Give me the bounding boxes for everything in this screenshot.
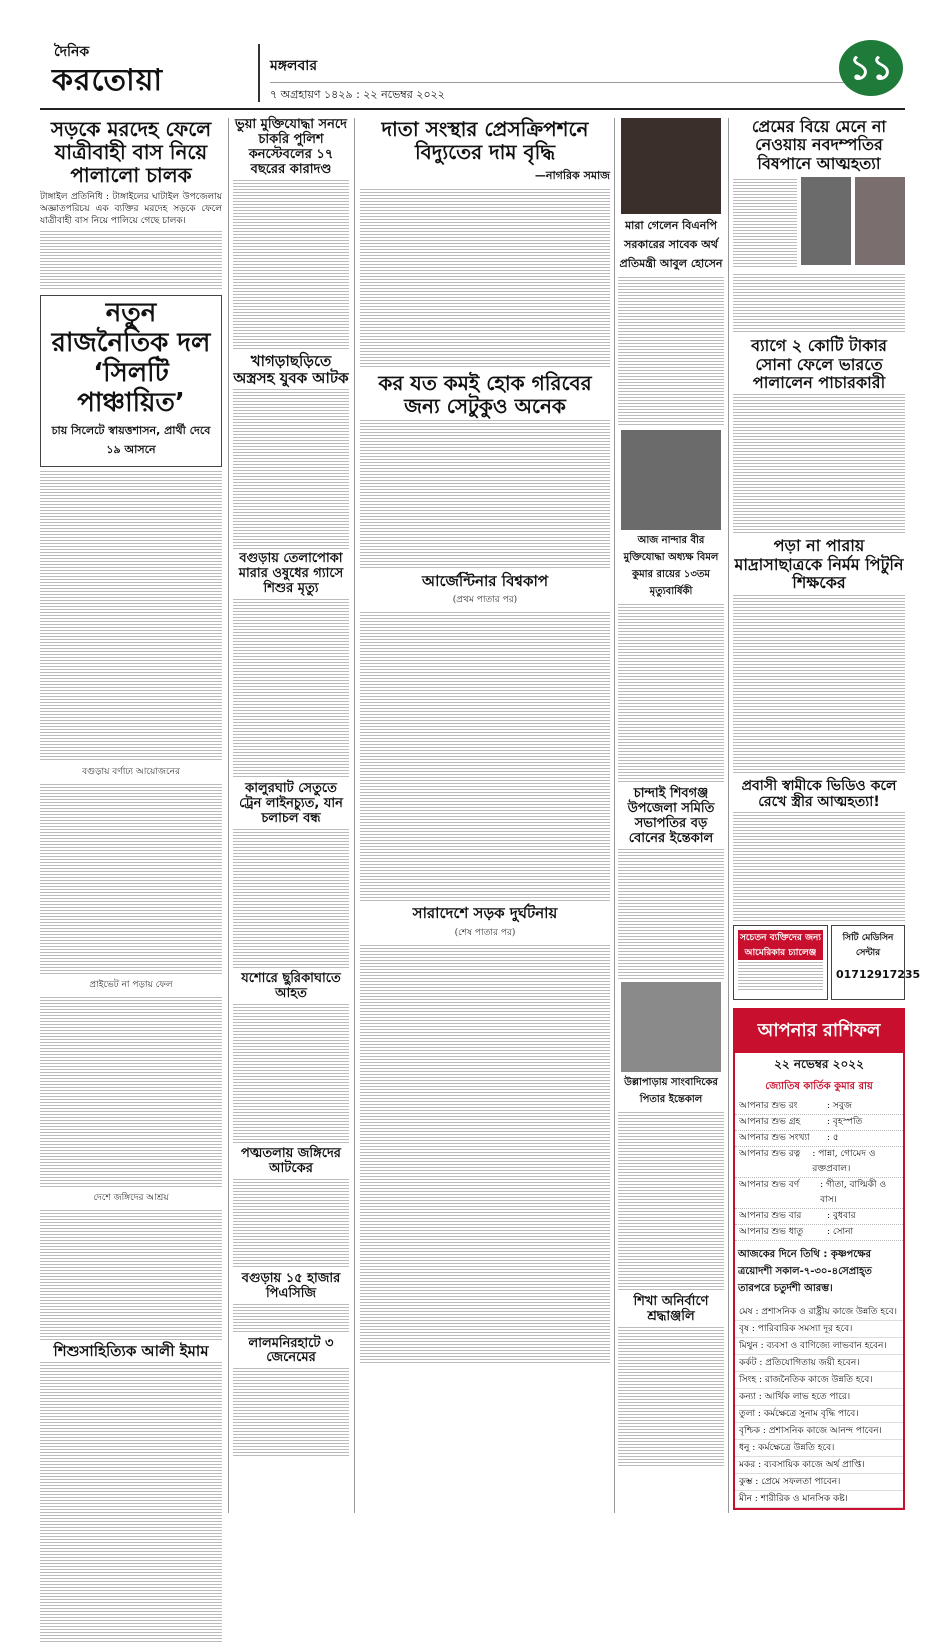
column-3: [360, 118, 610, 1513]
article-body: [360, 420, 610, 570]
article-body: [360, 945, 610, 1365]
horoscope-sign: মীন : শারীরিক ও মানসিক কষ্ট।: [735, 1491, 903, 1508]
article-body: [233, 1179, 349, 1269]
portrait-journalist-father: [621, 982, 721, 1072]
headline-tax-poor: কর যত কমই হোক গরিবের জন্য সেটুকুও অনেক: [378, 371, 592, 418]
horoscope-box: [733, 1008, 905, 1510]
horoscope-row: [735, 1099, 903, 1115]
horoscope-row-value: : গীতা, বাল্মিকী ও বাস।: [820, 1179, 887, 1205]
headline-chandai-samiti: চান্দাই শিবগঞ্জ উপজেলা সমিতি সভাপতির বড় বোনের ইন্তেকাল: [627, 786, 715, 846]
headline-ali-imam: শিশুসাহিত্যিক আলী ইমাম: [53, 1341, 209, 1360]
horoscope-row-value: : ৫: [827, 1132, 839, 1143]
lead-bus-driver: টাঙ্গাইল প্রতিনিধি : টাঙ্গাইলের ঘাটাইল উপজেলায় অজ্ঞাতপরিচয় এক ব্যক্তির মরদেহ সড়কে ফেলে যাত্রীবাহী বাস নিয়ে পালিয়ে গেছে চালক।: [40, 192, 222, 226]
continued-private-tuition: প্রাইভেট না পড়ায় ফেল: [89, 979, 173, 990]
continued-militants: দেশে জঙ্গিদের আশ্রয়: [93, 1192, 169, 1203]
page-header: [40, 36, 905, 110]
horoscope-row-value: : বৃহস্পতি: [827, 1116, 863, 1127]
ad-title: সচেতন ব্যক্তিদের জন্য আমেরিকার চ্যালেঞ্জ: [738, 930, 823, 960]
horoscope-signs: [735, 1304, 903, 1508]
page-number-badge: ১১: [839, 40, 903, 96]
header-date: ৭ অগ্রহায়ণ ১৪২৯ : ২২ নভেম্বর ২০২২: [270, 82, 880, 105]
article-body: [618, 1327, 724, 1467]
article-body: [233, 829, 349, 969]
column-divider: [228, 118, 229, 1513]
article-body: [733, 812, 905, 922]
horoscope-row-value: : পান্না, গোমেদ ও রক্তপ্রবাল।: [812, 1148, 876, 1174]
headline-madrasa-student: পড়া না পারায় মাদ্রাসাছাত্রকে নির্মম পিটুনি শিক্ষকের: [734, 536, 904, 593]
horoscope-lucky-list: [735, 1099, 903, 1241]
article-body: [733, 394, 905, 534]
article-body: [360, 189, 610, 369]
portrait-abul-hossain: [621, 118, 721, 214]
caption-abul-hossain: মারা গেলেন বিএনপি সরকারের সাবেক অর্থ প্রতিমন্ত্রী আবুল হোসেন: [619, 219, 723, 270]
horoscope-row-label: আপনার শুভ গ্রহ: [739, 1116, 801, 1127]
column-2: [233, 118, 349, 1513]
ad-body: [738, 962, 823, 992]
horoscope-date: ২২ নভেম্বর ২০২২: [774, 1056, 864, 1071]
masthead-title: করতোয়া: [52, 63, 164, 98]
headline-gold-smuggler: ব্যাগে ২ কোটি টাকার সোনা ফেলে ভারতে পালালেন পাচারকারী: [751, 336, 887, 392]
headline-shikha-anirban: শিখা অনির্বাণে শ্রদ্ধাঞ্জলি: [633, 1293, 709, 1324]
column-5: [733, 117, 921, 1513]
article-body: [40, 1210, 222, 1340]
horoscope-row-value: : সবুজ: [827, 1100, 852, 1111]
horoscope-sign: কন্যা : আর্থিক লাভ হতে পারে।: [735, 1389, 903, 1406]
horoscope-row: [735, 1178, 903, 1209]
photo-wife: [855, 177, 905, 265]
horoscope-tithi: আজকের দিনে তিথি : কৃষ্ণপক্ষের ত্রয়োদশী সকাল-৭-৩০-৪সেপ্রাহ্ত তারপরে চতুর্দশী আরম্ভ।: [738, 1248, 872, 1294]
article-body: [40, 471, 222, 761]
photo-row: [733, 177, 905, 270]
column-divider: [354, 118, 355, 1513]
ad-america-challenge: [733, 925, 828, 1000]
horoscope-row-value: : বুধবার: [827, 1210, 856, 1221]
horoscope-row-label: আপনার শুভ বর্ণ: [739, 1179, 800, 1190]
headline-patnitala: পত্মতলায় জঙ্গিদের আটকের: [241, 1145, 341, 1176]
headline-expat-wife: প্রবাসী স্বামীকে ভিডিও কলে রেখে স্ত্রীর আত্মহত্যা!: [741, 777, 897, 810]
article-body: [40, 1362, 222, 1642]
horoscope-row-label: আপনার শুভ রং: [739, 1100, 798, 1111]
horoscope-row-label: আপনার শুভ বার: [739, 1210, 802, 1221]
article-body: [233, 1004, 349, 1144]
ad-city-medicine: [831, 925, 921, 1000]
article-body: [733, 274, 905, 334]
continued-road-accident: (শেষ পাতার পর): [454, 927, 516, 938]
caption-journalist-father: উল্লাপাড়ায় সাংবাদিকের পিতার ইন্তেকাল: [624, 1076, 718, 1105]
article-body: [233, 389, 349, 549]
article-body: [233, 1368, 349, 1458]
photo-husband: [801, 177, 851, 265]
article-body: [40, 231, 222, 291]
article-body: [618, 849, 724, 979]
headline-political-party: নতুন রাজনৈতিক দল ‘সিলটি পাঞ্চায়িত’: [51, 298, 211, 418]
ad-title: সিটি মেডিসিন সেন্টার: [842, 932, 894, 958]
byline-civil-society: —নাগরিক সমাজ: [534, 169, 610, 182]
horoscope-sign: বৃশ্চিক : প্রশাসনিক কাজে আনন্দ পাবেন।: [735, 1423, 903, 1440]
headline-lalmonirhat: লালমনিরহাটে ৩ জেনেমের: [248, 1335, 334, 1366]
article-body: [618, 277, 724, 427]
horoscope-row: [735, 1115, 903, 1131]
headline-train-derail: কালুরঘাট সেতুতে ট্রেন লাইনচ্যুত, যান চলাচল বন্ধ: [239, 781, 343, 826]
horoscope-sign: মেষ : প্রশাসনিক ও রাষ্ট্রীয় কাজে উন্নতি হবে।: [735, 1304, 903, 1321]
horoscope-sign: তুলা : কর্মক্ষেত্রে সুনাম বৃদ্ধি পাবে।: [735, 1406, 903, 1423]
horoscope-sign: সিংহ : রাজনৈতিক কাজে উন্নতি হবে।: [735, 1372, 903, 1389]
horoscope-row-label: আপনার শুভ রত্ন: [739, 1148, 801, 1159]
article-body: [733, 595, 905, 775]
article-body: [618, 1112, 724, 1292]
header-day: মঙ্গলবার: [270, 58, 318, 74]
horoscope-sign: মকর : ব্যবসায়িক কাজে অর্থ প্রাপ্তি।: [735, 1457, 903, 1474]
horoscope-row-value: : সোনা: [827, 1226, 854, 1237]
headline-fake-certificate: ভুয়া মুক্তিযোদ্ধা সনদে চাকরি পুলিশ কনস্টেবলের ১৭ বছরের কারাদণ্ড: [235, 117, 347, 177]
feature-box-political-party: [40, 295, 222, 467]
continued-bogura: বগুড়ায় বর্ণাঢ্য আয়োজনের: [82, 766, 180, 777]
horoscope-row: [735, 1131, 903, 1147]
headline-child-death: বগুড়ায় তেলাপোকা মারার ওষুধের গ্যাসে শিশুর মৃত্যু: [238, 551, 344, 597]
caption-bimal-kumar: আজ নান্দার বীর মুক্তিযোদ্ধা অধ্যক্ষ বিমল কুমার রায়ের ১৩তম মৃত্যুবার্ষিকী: [623, 535, 719, 597]
column-divider: [728, 118, 729, 1513]
subhead-political-party: চায় সিলেটে স্বায়ত্তশাসন, প্রার্থী দেবে ১৯ আসনে: [51, 423, 211, 456]
headline-bogura-15k: বগুড়ায় ১৫ হাজার পিএসিজি: [241, 1270, 341, 1301]
headline-bus-driver: সড়কে মরদেহ ফেলে যাত্রীবাহী বাস নিয়ে পালালো চালক: [50, 117, 212, 187]
ad-row: [733, 925, 921, 1000]
headline-electricity-price: দাতা সংস্থার প্রেসক্রিপশনে বিদ্যুতের দাম বৃদ্ধি: [381, 117, 589, 164]
horoscope-sign: কুম্ভ : প্রেমে সফলতা পাবেন।: [735, 1474, 903, 1491]
masthead-prefix: দৈনিক: [54, 44, 90, 60]
horoscope-row-label: আপনার শুভ ধাতু: [739, 1226, 804, 1237]
article-body: [233, 1304, 349, 1334]
horoscope-row: [735, 1209, 903, 1225]
article-body: [360, 612, 610, 902]
headline-argentina: আর্জেন্টিনার বিশ্বকাপ: [421, 572, 549, 590]
ad-phone: 01712917235: [836, 967, 921, 981]
column-divider: [614, 118, 615, 1513]
article-body: [40, 784, 222, 974]
article-body: [233, 599, 349, 779]
horoscope-row: [735, 1225, 903, 1241]
horoscope-sign: বৃষ : পারিবারিক সমস্যা দূর হবে।: [735, 1321, 903, 1338]
horoscope-row-label: আপনার শুভ সংখ্যা: [739, 1132, 810, 1143]
article-body: [40, 997, 222, 1187]
header-divider: [258, 44, 260, 102]
article-body: [233, 180, 349, 350]
horoscope-author: জ্যোতিষ কার্তিক কুমার রায়: [765, 1080, 873, 1092]
column-4: [618, 118, 724, 1513]
article-body: [618, 604, 724, 784]
horoscope-sign: ধনু : কর্মক্ষেত্রে উন্নতি হবে।: [735, 1440, 903, 1457]
headline-couple-suicide: প্রেমের বিয়ে মেনে না নেওয়ায় নবদম্পতির বিষপানে আত্মহত্যা: [751, 117, 887, 173]
horoscope-sign: কর্কট : প্রতিযোগিতায় জয়ী হবেন।: [735, 1355, 903, 1372]
article-body: [733, 179, 797, 267]
headline-khagrachari: খাগড়াছড়িতে অস্ত্রসহ যুবক আটক: [233, 351, 349, 387]
column-1: [40, 118, 222, 1513]
horoscope-title: আপনার রাশিফল: [735, 1010, 903, 1053]
horoscope-row: [735, 1147, 903, 1178]
headline-road-accident: সারাদেশে সড়ক দুর্ঘটনায়: [412, 904, 558, 923]
horoscope-sign: মিথুন : ব্যবসা ও বাণিজ্যে লাভবান হবেন।: [735, 1338, 903, 1355]
portrait-bimal-kumar: [621, 430, 721, 530]
continued-argentina: (প্রথম পাতার পর): [452, 595, 518, 606]
headline-jessore: যশোরে ছুরিকাঘাতে আহত: [241, 970, 341, 1001]
